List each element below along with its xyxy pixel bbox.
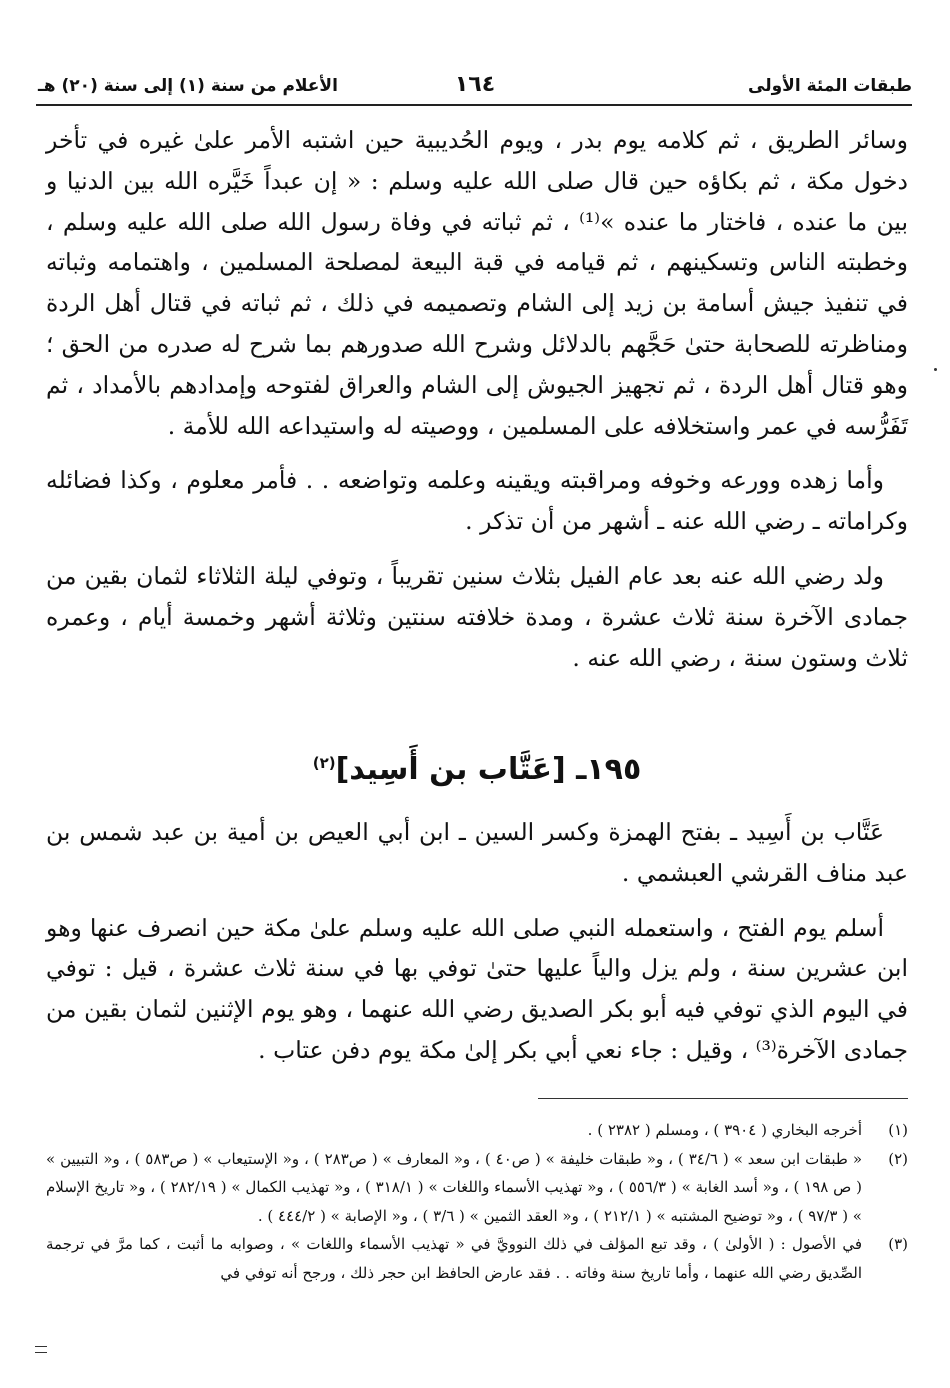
footnote-number: (١) xyxy=(888,1121,908,1139)
footnote xyxy=(46,1145,908,1231)
body-text-bottom xyxy=(46,812,908,1071)
page-header xyxy=(38,72,912,102)
book-title: طبقات المئة الأولى xyxy=(748,76,912,96)
footnote-divider xyxy=(538,1098,908,1099)
paragraph: وأما زهده وورعه وخوفه ومراقبته ويقينه وعلمه وتواضعه . . فأمر معلوم ، وكذا فضائله وكراماته ـ رضي الله عنه ـ أشهر من أن تذكر . xyxy=(46,466,908,536)
footnote-text: في الأصول : ( الأولىٰ ) ، وقد تبع المؤلف في ذلك النوويَّ في « تهذيب الأسماء واللغات » ، وصوابه ما أثبت ، كما مرَّ في ترجمة الصِّديق رضي الله عنهما ، وأما تاريخ سنة وفاته . . فقد عارض الحافظ ابن حجر ذلك ، ورجح أنه توفي في xyxy=(46,1235,862,1282)
footnote-text: أخرجه البخاري ( ٣٩٠٤ ) ، ومسلم ( ٢٣٨٢ ) . xyxy=(587,1121,862,1139)
footnote-ref: (٢) xyxy=(312,754,336,772)
footnotes xyxy=(46,1116,908,1287)
margin-mark xyxy=(35,1346,47,1347)
paragraph: عَتَّاب بن أَسِيد ـ بفتح الهمزة وكسر السين ـ ابن أبي العيص بن أمية بن عبد شمس بن عبد مناف القرشي العبشمي . xyxy=(46,818,908,887)
body-text-top xyxy=(46,120,908,678)
margin-mark xyxy=(35,1352,47,1353)
paragraph: أسلم يوم الفتح ، واستعمله النبي صلى الله عليه وسلم علىٰ مكة حين انصرف عنها وهو ابن عشرين سنة ، ولم يزل والياً عليها حتىٰ توفي بها في سنة ثلاث عشرة ، قيل : توفي في اليوم الذي توفي فيه أبو بكر الصديق رضي الله عنهما ، وهو يوم الإثنين لثمان بقين من جمادى الآخرة⁽³⁾ ، وقيل : جاء نعي أبي بكر إلىٰ مكة يوم دفن عتاب . xyxy=(46,913,908,1064)
header-divider xyxy=(36,104,912,106)
margin-dot xyxy=(934,368,937,371)
page-number: ١٦٤ xyxy=(454,72,496,97)
paragraph: وسائر الطريق ، ثم كلامه يوم بدر ، ويوم الحُديبية حين اشتبه الأمر علىٰ غيره في تأخر دخول مكة ، ثم بكاؤه حين قال صلى الله عليه وسلم : « إن عبداً خَيَّره الله بين الدنيا و بين ما عنده ، فاختار ما عنده »⁽¹⁾ ، ثم ثباته في وفاة رسول الله صلى الله عليه وسلم ، وخطبته الناس وتسكينهم ، ثم قيامه في قبة البيعة لمصلحة المسلمين ، واهتمامه وثباته في تنفيذ جيش أسامة بن زيد إلى الشام وتصميمه في ذلك ، ثم ثباته في قتال أهل الردة ومناظرته للصحابة حتىٰ حَجَّهم بالدلائل وشرح الله صدورهم بما شرح له صدره من الحق ؛ وهو قتال أهل الردة ، ثم تجهيز الجيوش إلى الشام والعراق لفتوحه وإمدادهم بالأمداد ، ثم تَفَرُّسه في عمر واستخلافه على المسلمين ، ووصيته له واستيداعه الله للأمة . xyxy=(46,126,908,440)
footnote-number: (٢) xyxy=(888,1149,908,1168)
section-heading xyxy=(46,752,908,787)
footnote-text: « طبقات ابن سعد » ( ٣٤/٦ ) ، و« طبقات خليفة » ( ص٤٠ ) ، و« المعارف » ( ص٢٨٣ ) ، و« الإستيعاب » ( ص٥٨٣ ) ، و« التبيين » ( ص ١٩٨ ) ، و« أسد الغابة » ( ٥٥٦/٣ ) ، و« تهذيب الأسماء واللغات » ( ٣١٨/١ ) ، و« تهذيب الكمال » ( ٢٨٢/١٩ ) ، و« تاريخ الإسلام » ( ٩٧/٣ ) ، و« توضيح المشتبه » ( ٢١٢/١ ) ، و« العقد الثمين » ( ٣/٦ ) ، و« الإصابة » ( ٤٤٤/٢ ) . xyxy=(46,1149,862,1225)
footnote-number: (٣) xyxy=(888,1235,908,1253)
footnote xyxy=(46,1230,908,1287)
section-range: الأعلام من سنة (١) إلى سنة (٢٠) هـ xyxy=(38,76,338,96)
section-title: ١٩٥ـ [عَتَّاب بن أَسِيد] xyxy=(335,752,642,787)
paragraph: ولد رضي الله عنه بعد عام الفيل بثلاث سنين تقريباً ، وتوفي ليلة الثلاثاء لثمان بقين من جمادى الآخرة سنة ثلاث عشرة ، ومدة خلافته سنتين وثلاثة أشهر وخمسة أيام ، وعمره ثلاث وستون سنة ، رضي الله عنه . xyxy=(46,561,908,672)
footnote xyxy=(46,1116,908,1145)
